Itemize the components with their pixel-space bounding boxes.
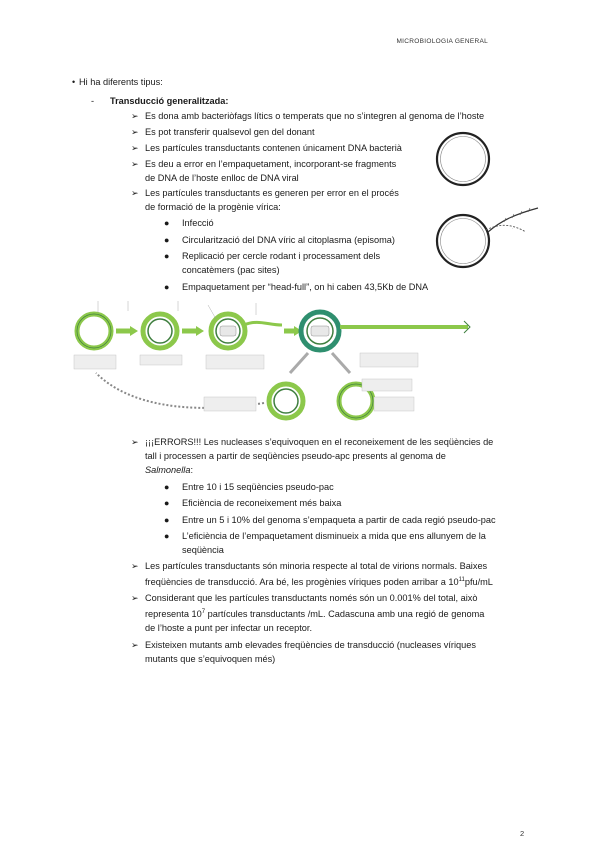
dot-bullet: ●	[164, 235, 170, 245]
arrow-bullet: ➢	[131, 127, 139, 137]
minority-text: freqüències de transducció. Ara bé, les progènies víriques poden arribar a 10	[145, 577, 459, 587]
point-progeny-cont: de formació de la progènie vírica:	[145, 202, 281, 212]
circular-dna-lower	[437, 215, 489, 267]
arrow-bullet: ➢	[131, 143, 139, 153]
point-packaging-error: Es deu a error en l’empaquetament, incorporant-se fragments	[145, 159, 397, 169]
minority-unit: pfu/mL	[464, 577, 493, 587]
minority-exponent: 11	[458, 576, 465, 583]
step-headfull: Empaquetament per “head-full”, on hi caben 43,5Kb de DNA	[182, 282, 429, 292]
considering-text-cont: partícules transductants /mL. Cadascuna amb una regió de genoma	[205, 609, 485, 619]
dot-bullet: ●	[164, 498, 170, 508]
minority-line-2	[145, 576, 493, 588]
arrow-bullet: ➢	[131, 593, 139, 603]
arrow-bullet: ➢	[131, 159, 139, 169]
arrow-bullet: ➢	[131, 111, 139, 121]
considering-line-3: de l’hoste a punt per infectar un receptor.	[145, 623, 313, 633]
point-bacterial-dna: Les partícules transductants contenen únicament DNA bacterià	[145, 143, 402, 153]
page-number: 2	[520, 829, 525, 838]
dot-bullet: ●	[164, 482, 170, 492]
caption-box	[374, 397, 414, 411]
replication-circle-2	[143, 314, 177, 348]
arrow-bullet: ➢	[131, 640, 139, 650]
organism-colon: :	[190, 465, 194, 475]
circular-dna-figure	[420, 128, 540, 283]
mutants-line-2: mutants que s’equivoquen més)	[145, 654, 276, 664]
step-circularization: Circularització del DNA víric al citoplasma (episoma)	[182, 235, 395, 245]
arrow-bullet: ➢	[131, 188, 139, 198]
caption-box	[74, 355, 116, 369]
dot-bullet: ●	[164, 531, 170, 541]
dot-bullet: ●	[164, 218, 170, 228]
caption-box	[140, 355, 182, 365]
error-detail-pseudo-pac: Entre 10 i 15 seqüències pseudo-pac	[182, 482, 334, 492]
point-packaging-error-cont: de DNA de l’hoste enlloc de DNA viral	[145, 173, 299, 183]
branch-arrow	[290, 353, 308, 373]
step-rolling-circle-cont: concatèmers (pac sites)	[182, 265, 280, 275]
section-title-colon: :	[225, 96, 229, 106]
replication-circle-3	[211, 314, 282, 348]
step-infection: Infecció	[182, 218, 214, 228]
considering-line-1: Considerant que les partícules transductants només són un 0.001% del total, això	[145, 593, 478, 603]
step-arrow-head	[130, 326, 138, 336]
intro-text: Hi ha diferents tipus:	[79, 77, 163, 87]
errors-line-2: tall i processen a partir de seqüències pseudo-apc presents al genoma de	[145, 451, 446, 461]
minority-line-1: Les partícules transductants són minoria respecte al total de virions normals. Baixes	[145, 561, 488, 571]
course-header: MICROBIOLOGIA GENERAL	[396, 38, 488, 45]
section-title	[110, 95, 228, 107]
caption-box	[206, 355, 264, 369]
section-dash: -	[91, 96, 95, 106]
errors-organism-line	[145, 464, 193, 476]
point-lytic: Es dona amb bacteriòfags lítics o temperats que no s’integren al genoma de l’hoste	[145, 111, 485, 121]
errors-line-1: ¡¡¡ERRORS!!! Les nucleases s’equivoquen en el reconeixement de les seqüències de	[145, 437, 494, 447]
progeny-circle-left	[269, 384, 303, 418]
organism-name: Salmonella	[145, 465, 191, 475]
considering-exponent: 7	[201, 608, 206, 615]
point-any-gene: Es pot transferir qualsevol gen del donant	[145, 127, 315, 137]
arrow-bullet: ➢	[131, 437, 139, 447]
considering-text: representa 10	[145, 609, 202, 619]
error-detail-efficiency: Eficiència de reconeixement més baixa	[182, 498, 342, 508]
considering-line-2	[145, 608, 484, 620]
rolling-circle-figure	[68, 295, 538, 435]
branch-arrow	[332, 353, 350, 373]
figure-small-label: ·	[512, 227, 514, 231]
caption-box	[360, 353, 418, 367]
section-title-text: Transducció generalitzada	[110, 96, 226, 106]
mutants-line-1: Existeixen mutants amb elevades freqüències de transducció (nucleases víriques	[145, 640, 476, 650]
arrow-bullet: ➢	[131, 561, 139, 571]
point-progeny: Les partícules transductants es generen per error en el procés	[145, 188, 399, 198]
caption-box	[204, 397, 256, 411]
step-arrow-head	[196, 326, 204, 336]
dot-bullet: ●	[164, 515, 170, 525]
circular-dna-upper	[437, 133, 489, 185]
step-rolling-circle: Replicació per cercle rodant i processament dels	[182, 251, 381, 261]
intro-bullet: •	[72, 77, 76, 87]
dot-bullet: ●	[164, 282, 170, 292]
replication-circle-1	[77, 314, 111, 348]
caption-box	[362, 379, 412, 391]
replication-circle-4	[301, 312, 468, 350]
error-detail-distance: L’eficiència de l’empaquetament disminueix a mida que ens allunyem de la	[182, 531, 486, 541]
error-detail-distance-cont: seqüència	[182, 545, 224, 555]
error-detail-genome-fraction: Entre un 5 i 10% del genoma s’empaqueta a partir de cada regió pseudo-pac	[182, 515, 496, 525]
dot-bullet: ●	[164, 251, 170, 261]
